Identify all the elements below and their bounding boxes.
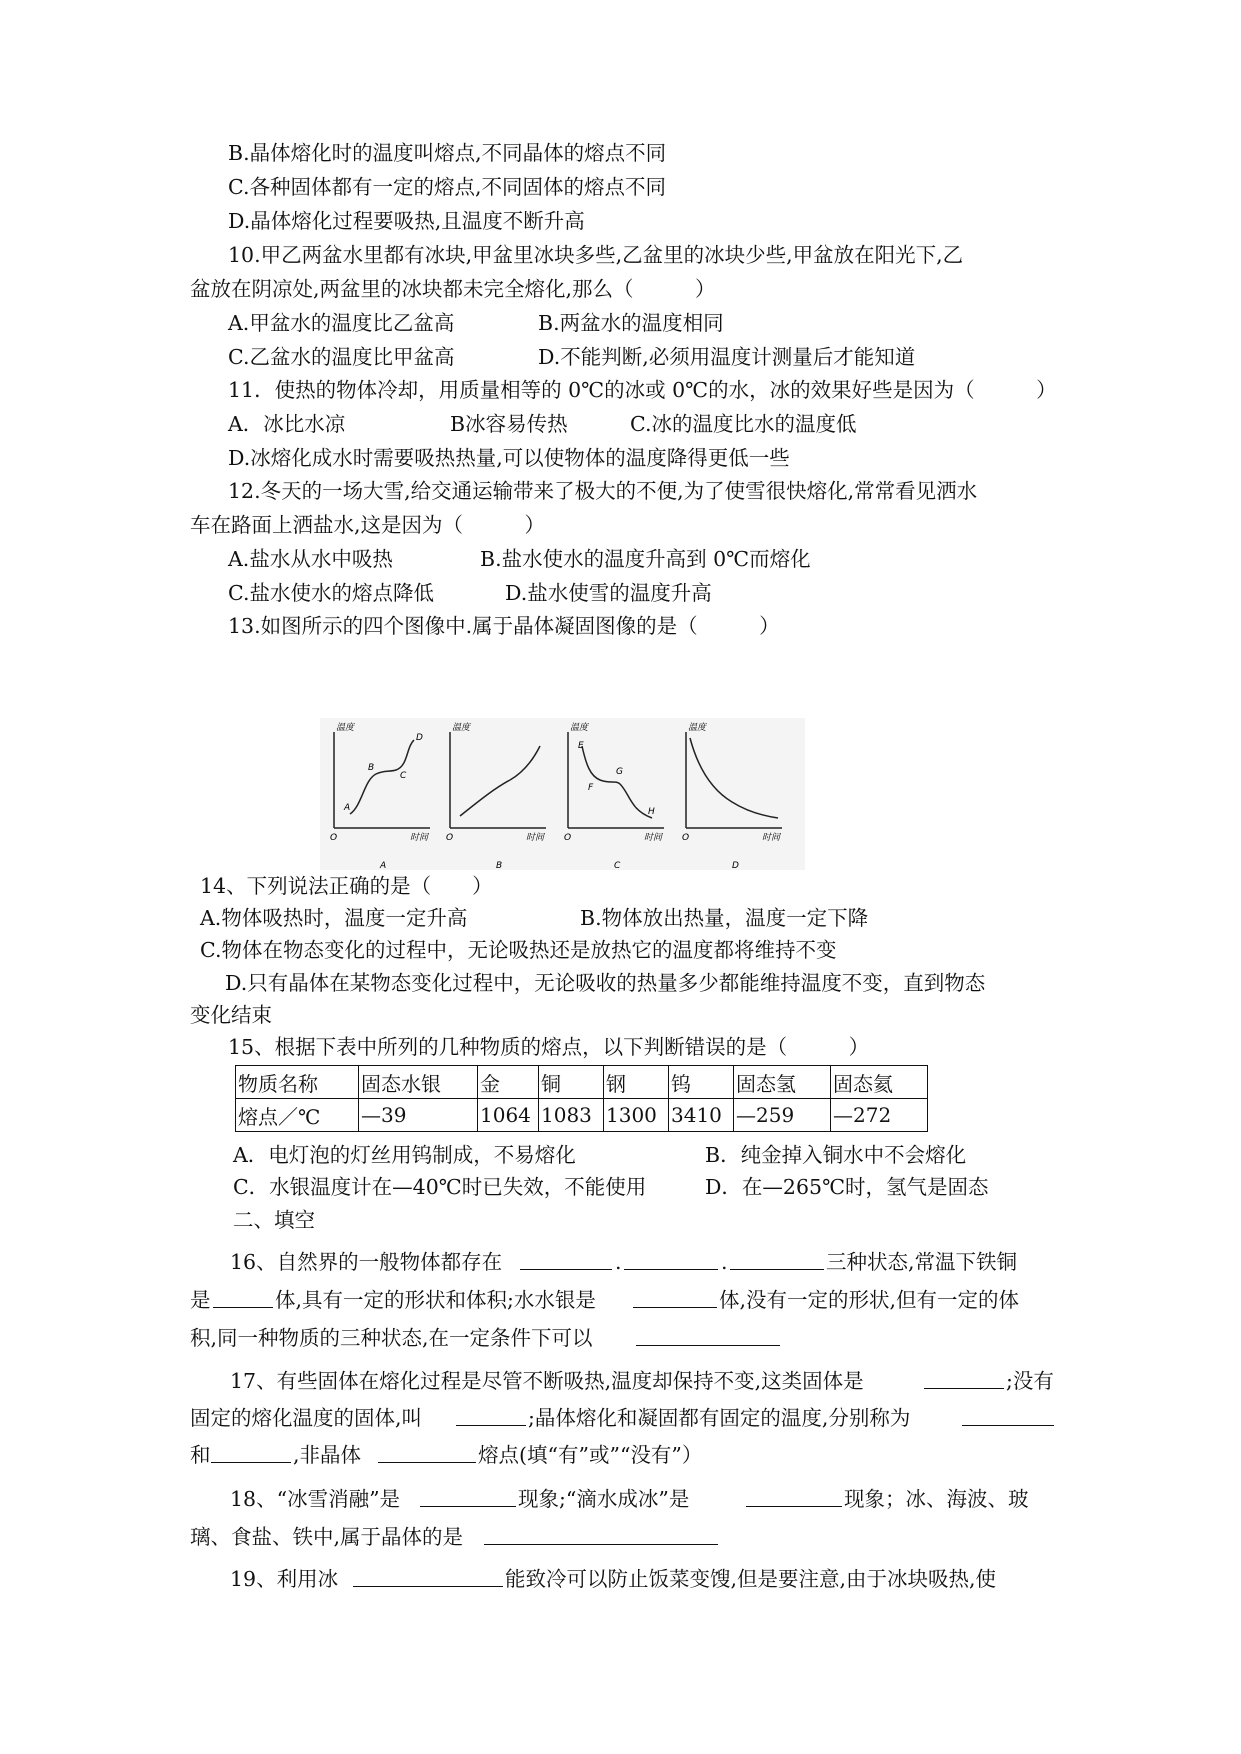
- table-header-cell: 钢: [604, 1066, 669, 1099]
- graph-d-origin: O: [682, 833, 690, 843]
- graph-c-origin: O: [564, 833, 572, 843]
- graph-a-xlabel: 时间: [410, 833, 429, 843]
- q10-stem-line1: 10.甲乙两盆水里都有冰块,甲盆里冰块多些,乙盆里的冰块少些,甲盆放在阳光下,乙: [228, 243, 964, 267]
- q11-stem: 11．使热的物体冷却，用质量相等的 0℃的冰或 0℃的水，冰的效果好些是因为（ ）: [228, 378, 1057, 402]
- graph-a-point-a: A: [344, 803, 351, 813]
- graph-b-xlabel: 时间: [526, 833, 545, 843]
- q15-option-d: D．在—265℃时，氢气是固态: [705, 1175, 989, 1199]
- q14-stem: 14、下列说法正确的是（ ）: [200, 874, 493, 898]
- q15-option-c: C．水银温度计在—40℃时已失效，不能使用: [233, 1175, 647, 1199]
- q16-text-2: .: [615, 1250, 622, 1274]
- q15-option-b: B．纯金掉入铜水中不会熔化: [705, 1143, 967, 1167]
- q14-option-d-line1: D.只有晶体在某物态变化过程中，无论吸收的热量多少都能维持温度不变，直到物态: [225, 971, 986, 995]
- graph-c-xlabel: 时间: [644, 833, 663, 843]
- q10-option-d: D.不能判断,必须用温度计测量后才能知道: [538, 345, 916, 369]
- q17-text-2: ;没有: [1006, 1369, 1054, 1393]
- q18-text-2: 现象;“滴水成冰”是: [518, 1487, 690, 1511]
- table-row: [236, 1099, 928, 1132]
- table-cell: 熔点／℃: [236, 1099, 359, 1132]
- q10-option-c: C.乙盆水的温度比甲盆高: [228, 345, 455, 369]
- table-cell: 1083: [539, 1099, 604, 1132]
- q16-text-5: 是: [190, 1288, 211, 1312]
- q18-blank-3[interactable]: [484, 1524, 718, 1545]
- q15-stem: 15、根据下表中所列的几种物质的熔点，以下判断错误的是（ ）: [228, 1035, 870, 1059]
- q13-graphs-svg: [320, 718, 805, 870]
- table-header-cell: 固态氦: [831, 1066, 928, 1099]
- q13-graphs-figure: [320, 718, 805, 870]
- q19-blank-1[interactable]: [353, 1566, 503, 1587]
- q9-option-d: D.晶体熔化过程要吸热,且温度不断升高: [228, 209, 585, 233]
- table-cell: 1300: [604, 1099, 669, 1132]
- table-cell: —272: [831, 1099, 928, 1132]
- q18-blank-2[interactable]: [746, 1486, 842, 1507]
- graph-d-ylabel: 温度: [688, 723, 707, 733]
- q17-blank-1[interactable]: [924, 1368, 1004, 1389]
- q16-blank-2[interactable]: [624, 1249, 718, 1270]
- q17-blank-5[interactable]: [378, 1442, 476, 1463]
- graph-b-letter: B: [496, 861, 503, 870]
- section-heading-fill-in: 二、填空: [233, 1208, 315, 1232]
- q16-text-3: .: [721, 1250, 728, 1274]
- q11-option-a: A．冰比水凉: [228, 412, 346, 436]
- q12-option-b: B.盐水使水的温度升高到 0℃而熔化: [480, 547, 811, 571]
- q15-option-a: A．电灯泡的灯丝用钨制成，不易熔化: [233, 1143, 576, 1167]
- q18-text-3: 现象；冰、海波、玻: [844, 1487, 1029, 1511]
- graph-a-point-c: C: [400, 771, 407, 781]
- graph-d-xlabel: 时间: [762, 833, 781, 843]
- graph-c-letter: C: [614, 861, 621, 870]
- q14-option-d-line2: 变化结束: [190, 1003, 272, 1027]
- q16-text-6: 体,具有一定的形状和体积;水水银是: [275, 1288, 596, 1312]
- melting-point-table: [235, 1065, 928, 1132]
- graph-c-point-g: G: [616, 767, 623, 777]
- q9-option-c: C.各种固体都有一定的熔点,不同固体的熔点不同: [228, 175, 666, 199]
- q17-text-3: 固定的熔化温度的固体,叫: [190, 1406, 423, 1430]
- q19-text-2: 能致冷可以防止饭菜变馊,但是要注意,由于冰块吸热,使: [505, 1567, 997, 1591]
- graph-a-ylabel: 温度: [336, 723, 355, 733]
- graph-a-letter: A: [380, 861, 387, 870]
- q10-option-a: A.甲盆水的温度比乙盆高: [228, 311, 455, 335]
- q12-option-c: C.盐水使水的熔点降低: [228, 581, 434, 605]
- graph-a-point-b: B: [368, 763, 375, 773]
- graph-c-ylabel: 温度: [570, 723, 589, 733]
- graph-a-origin: O: [330, 833, 338, 843]
- q18-text-4: 璃、食盐、铁中,属于晶体的是: [190, 1525, 464, 1549]
- table-header-cell: 钨: [669, 1066, 734, 1099]
- q16-blank-1[interactable]: [520, 1249, 612, 1270]
- table-cell: 3410: [669, 1099, 734, 1132]
- q9-option-b: B.晶体熔化时的温度叫熔点,不同晶体的熔点不同: [228, 141, 667, 165]
- q17-text-6: ,非晶体: [293, 1443, 362, 1467]
- q14-option-a: A.物体吸热时，温度一定升高: [200, 906, 468, 930]
- q14-option-b: B.物体放出热量，温度一定下降: [580, 906, 869, 930]
- graph-b-ylabel: 温度: [452, 723, 471, 733]
- graph-c-point-f: F: [588, 783, 594, 793]
- q17-blank-3[interactable]: [962, 1405, 1054, 1426]
- table-cell: —259: [734, 1099, 831, 1132]
- table-header-cell: 固态氢: [734, 1066, 831, 1099]
- table-header-row: [236, 1066, 928, 1099]
- table-cell: —39: [359, 1099, 478, 1132]
- q11-option-c: C.冰的温度比水的温度低: [630, 412, 857, 436]
- q17-text-7: 熔点(填“有”或”“没有”）: [478, 1443, 703, 1467]
- q12-stem-line1: 12.冬天的一场大雪,给交通运输带来了极大的不便,为了使雪很快熔化,常常看见洒水: [228, 479, 978, 503]
- q12-option-a: A.盐水从水中吸热: [228, 547, 393, 571]
- q17-blank-4[interactable]: [211, 1442, 291, 1463]
- graph-c-point-e: E: [578, 741, 584, 751]
- q17-text-5: 和: [190, 1443, 211, 1467]
- q10-stem-line2: 盆放在阴凉处,两盆里的冰块都未完全熔化,那么（ ）: [190, 277, 716, 301]
- q11-option-d: D.冰熔化成水时需要吸热热量,可以使物体的温度降得更低一些: [228, 446, 790, 470]
- q14-option-c: C.物体在物态变化的过程中，无论吸热还是放热它的温度都将维持不变: [200, 938, 837, 962]
- q17-text-1: 17、有些固体在熔化过程是尽管不断吸热,温度却保持不变,这类固体是: [230, 1369, 864, 1393]
- table-header-cell: 物质名称: [236, 1066, 359, 1099]
- graph-b-origin: O: [446, 833, 454, 843]
- q10-option-b: B.两盆水的温度相同: [538, 311, 724, 335]
- table-header-cell: 固态水银: [359, 1066, 478, 1099]
- figure-background: [320, 718, 805, 870]
- q12-stem-line2: 车在路面上洒盐水,这是因为（ ）: [190, 513, 546, 537]
- graph-c-point-h: H: [648, 807, 655, 817]
- graph-d-letter: D: [732, 861, 739, 870]
- q16-text-7: 体,没有一定的形状,但有一定的体: [719, 1288, 1020, 1312]
- q17-text-4: ;晶体熔化和凝固都有固定的温度,分别称为: [528, 1406, 911, 1430]
- table-cell: 1064: [478, 1099, 539, 1132]
- q16-text-8: 积,同一种物质的三种状态,在一定条件下可以: [190, 1326, 593, 1350]
- q17-blank-2[interactable]: [456, 1405, 526, 1426]
- q16-text-1: 16、自然界的一般物体都存在: [230, 1250, 503, 1274]
- q11-option-b: B冰容易传热: [450, 412, 568, 436]
- graph-a-point-d: D: [416, 733, 423, 743]
- q16-blank-3[interactable]: [730, 1249, 824, 1270]
- q18-blank-1[interactable]: [420, 1486, 516, 1507]
- q18-text-1: 18、“冰雪消融”是: [230, 1487, 401, 1511]
- table-header-cell: 铜: [539, 1066, 604, 1099]
- q13-stem: 13.如图所示的四个图像中.属于晶体凝固图像的是（ ）: [228, 614, 780, 638]
- q16-blank-4[interactable]: [213, 1287, 273, 1308]
- q19-text-1: 19、利用冰: [230, 1567, 339, 1591]
- q12-option-d: D.盐水使雪的温度升高: [505, 581, 712, 605]
- table-header-cell: 金: [478, 1066, 539, 1099]
- q16-text-4: 三种状态,常温下铁铜: [826, 1250, 1018, 1274]
- q16-blank-6[interactable]: [636, 1325, 780, 1346]
- q16-blank-5[interactable]: [633, 1287, 717, 1308]
